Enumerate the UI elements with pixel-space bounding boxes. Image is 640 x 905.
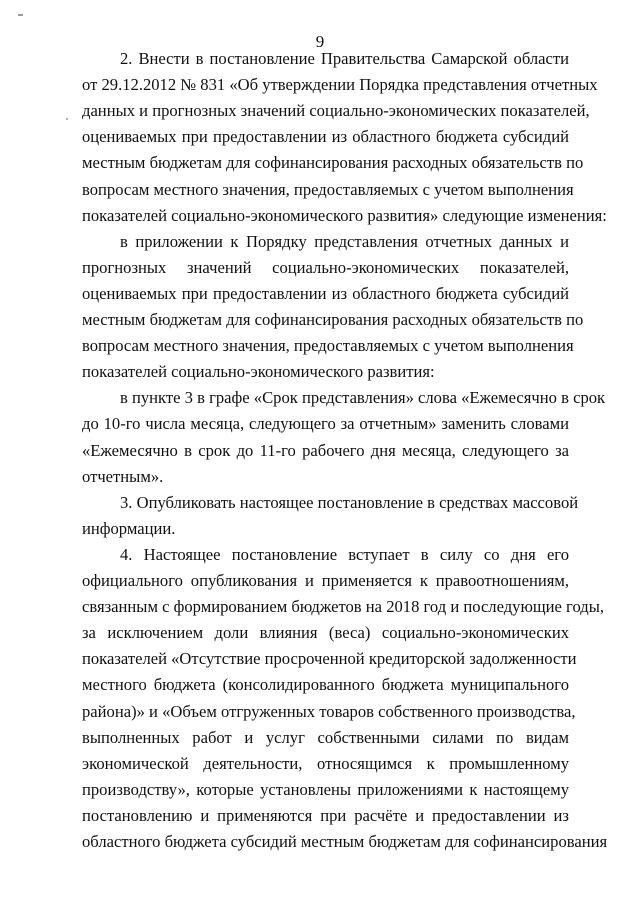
text-line: до 10-го числа месяца, следующего за отчетным» заменить словами (82, 414, 569, 434)
text-line: официального опубликования и применяется к правоотношениям, (82, 571, 569, 590)
text-line: местного бюджета (консолидированного бюджета муниципального (82, 675, 569, 695)
text-line: вопросам местного значения, предоставляемых с учетом выполнения (82, 179, 574, 199)
text-line: оцениваемых при предоставлении из областного бюджета субсидий (82, 127, 569, 147)
text-line: оцениваемых при предоставлении из областного бюджета субсидий (82, 283, 569, 303)
text-line: вопросам местного значения, предоставляемых с учетом выполнения (82, 336, 574, 356)
text-line: показателей социально-экономического развития» следующие изменения: (82, 205, 607, 225)
text-line: 4. Настоящее постановление вступает в силу со дня его (120, 544, 569, 564)
text-line: местным бюджетам для софинансирования расходных обязательств по (82, 310, 584, 329)
text-line: отчетным». (82, 466, 164, 486)
text-line: показателей «Отсутствие просроченной кредиторской задолженности (82, 649, 577, 669)
text-line: за исключением доли влияния (веса) социально-экономических (82, 623, 569, 643)
text-line: в приложении к Порядку представления отчетных данных и (120, 231, 569, 251)
text-line: местным бюджетам для софинансирования расходных обязательств по (82, 153, 584, 173)
text-line: «Ежемесячно в срок до 11-го рабочего дня месяца, следующего за (82, 440, 569, 460)
text-line: экономической деятельности, относящимся к промышленному (82, 753, 569, 773)
text-line: прогнозных значений социально-экономических показателей, (82, 257, 569, 277)
text-line: данных и прогнозных значений социально-экономических показателей, (82, 101, 590, 121)
text-line: в пункте 3 в графе «Срок представления» слова «Ежемесячно в срок (120, 388, 606, 408)
scan-artifact (66, 118, 68, 120)
text-line: района)» и «Объем отгруженных товаров собственного производства, (82, 701, 576, 721)
text-line: 3. Опубликовать настоящее постановление в средствах массовой (120, 492, 579, 512)
text-line: информации. (82, 518, 176, 538)
text-line: постановлению и применяются при расчёте и предоставлении из (82, 805, 569, 825)
text-line: 2. Внести в постановление Правительства Самарской области (120, 49, 569, 68)
text-line: связанным с формированием бюджетов на 2018 год и последующие годы, (82, 597, 604, 617)
text-line: выполненных работ и услуг собственными силами по видам (82, 727, 569, 747)
text-line: областного бюджета субсидий местным бюджетам для софинансирования (82, 832, 608, 851)
text-line: производству», которые установлены приложениями к настоящему (82, 779, 569, 799)
text-line: показателей социально-экономического развития: (82, 362, 435, 382)
scan-artifact (18, 14, 23, 16)
text-line: от 29.12.2012 № 831 «Об утверждении Порядка представления отчетных (82, 75, 598, 95)
page-number: 9 (315, 32, 325, 51)
